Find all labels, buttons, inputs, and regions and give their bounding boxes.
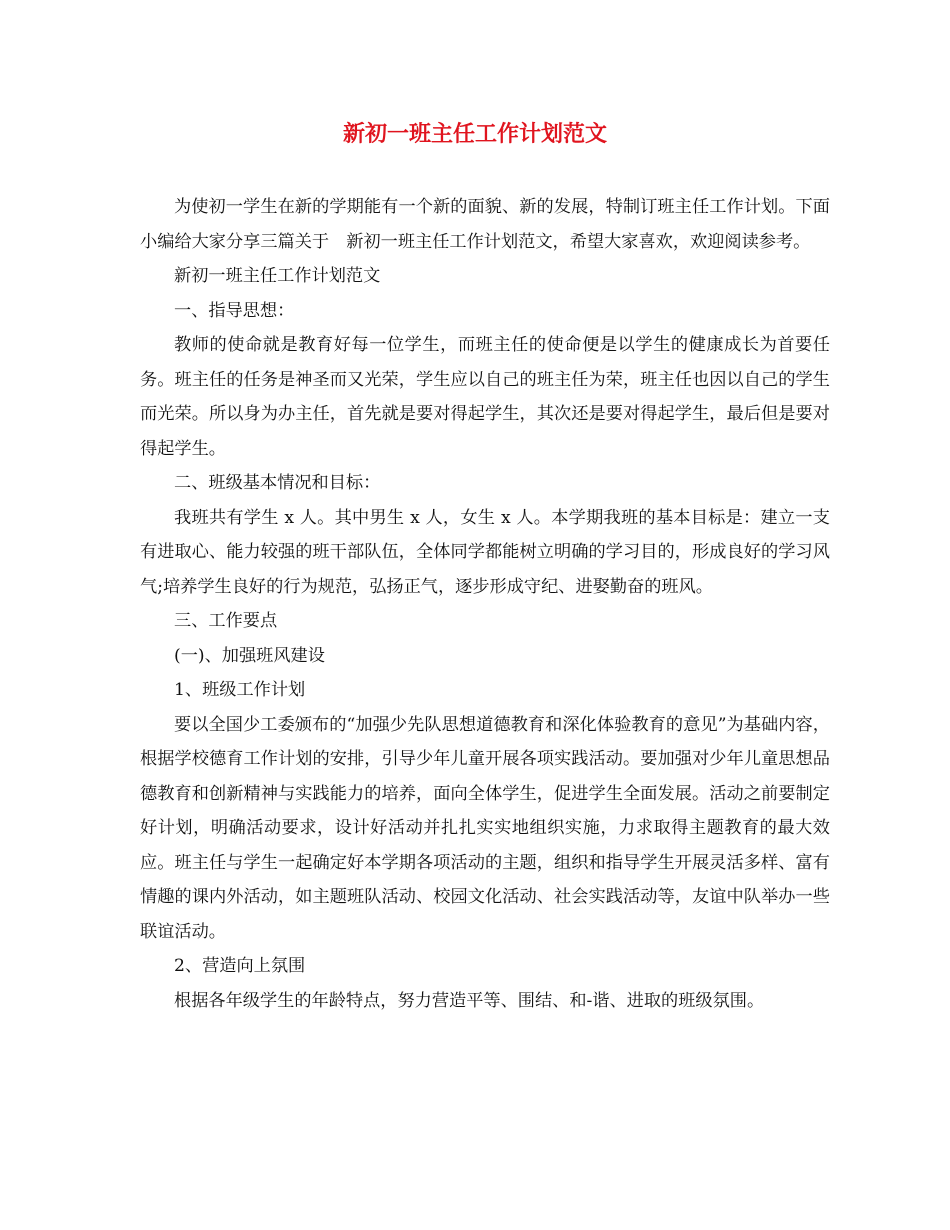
section-heading: 三、工作要点 xyxy=(174,611,278,631)
section-heading: 2、营造向上氛围 xyxy=(174,956,306,976)
body-paragraph: 教师的使命就是教育好每一位学生，而班主任的使命便是以学生的健康成长为首要任务。班主任的任务是神圣而又光荣，学生应以自己的班主任为荣，班主任也因以自己的学生而光荣。所以身为办主任，首先就是要对得起学生，其次还是要对得起学生，最后但是要对得起学生。 xyxy=(140,335,830,459)
section-heading: 二、班级基本情况和目标： xyxy=(174,473,381,493)
document-title: 新初一班主任工作计划范文 xyxy=(342,121,607,147)
section-heading: (一)、加强班风建设 xyxy=(174,645,325,666)
section-heading: 1、班级工作计划 xyxy=(174,680,306,700)
section-heading: 一、指导思想： xyxy=(174,300,295,321)
section-heading: 新初一班主任工作计划范文 xyxy=(174,266,381,286)
body-paragraph: 要以全国少工委颁布的“加强少先队思想道德教育和深化体验教育的意见”为基础内容，根据学校德育工作计划的安排，引导少年儿童开展各项实践活动。要加强对少年儿童思想品德教育和创新精神与实践能力的培养，面向全体学生，促进学生全面发展。活动之前要制定好计划，明确活动要求，设计好活动并扎扎实实地组织实施，力求取得主题教育的最大效应。班主任与学生一起确定好本学期各项活动的主题，组织和指导学生开展灵活多样、富有情趣的课内外活动，如主题班队活动、校园文化活动、社会实践活动等，友谊中队举办一些联谊活动。 xyxy=(140,714,830,942)
body-paragraph: 我班共有学生 x 人。其中男生 x 人，女生 x 人。本学期我班的基本目标是：建立一支有进取心、能力较强的班干部队伍，全体同学都能树立明确的学习目的，形成良好的学习风气;培养学生良好的行为规范，弘扬正气，逐步形成守纪、进娶勤奋的班风。 xyxy=(140,507,830,597)
body-paragraph: 根据各年级学生的年龄特点，努力营造平等、围结、和-谐、进取的班级氛围。 xyxy=(174,990,765,1011)
intro-paragraph: 为使初一学生在新的学期能有一个新的面貌、新的发展，特制订班主任工作计划。下面小编给大家分享三篇关于 新初一班主任工作计划范文，希望大家喜欢，欢迎阅读参考。 xyxy=(140,197,830,252)
document-body xyxy=(140,190,830,1018)
